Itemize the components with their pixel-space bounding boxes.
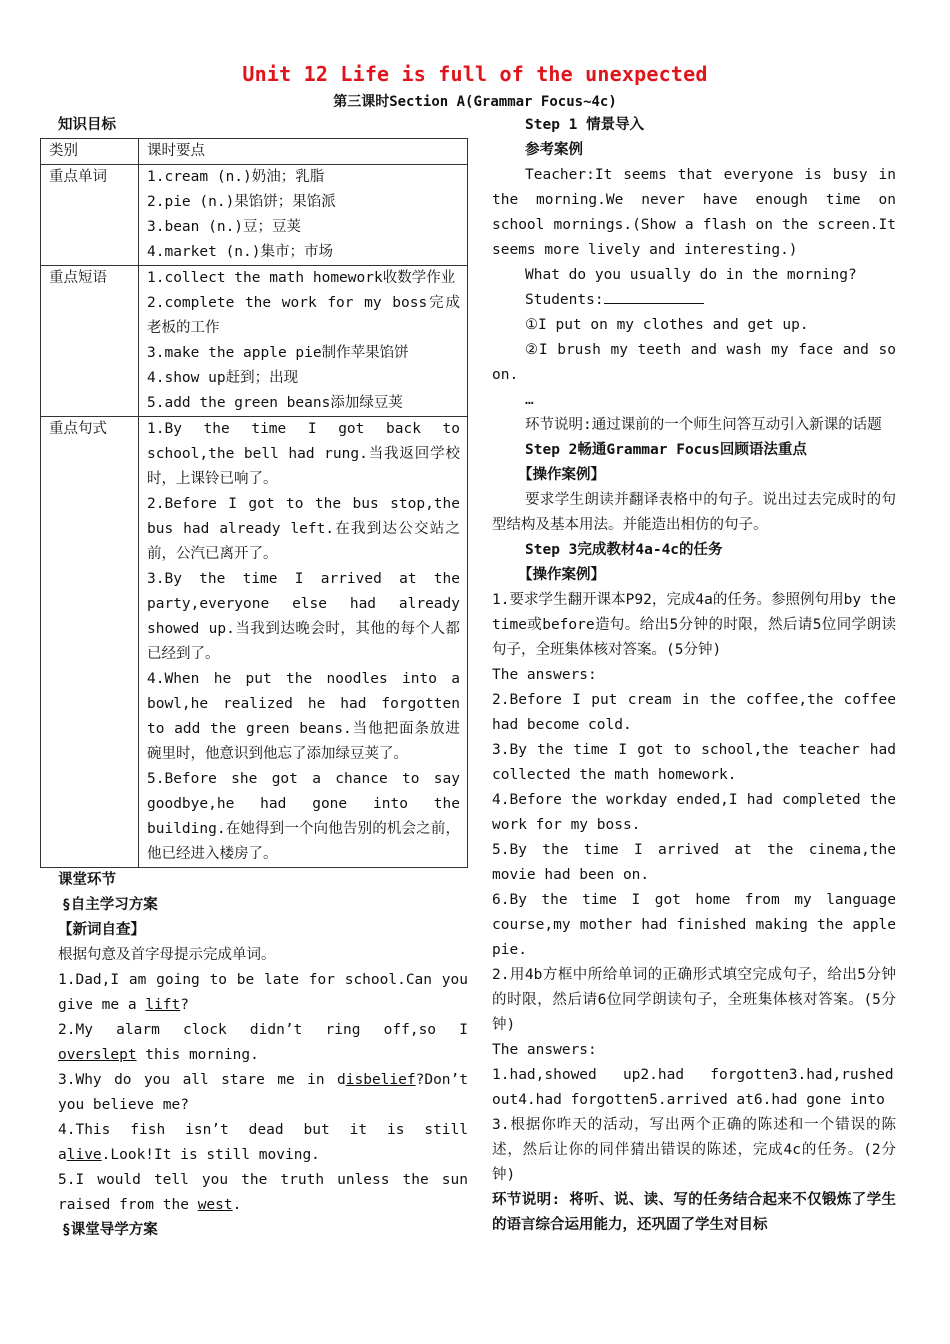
exercise-item: 4.This fish isn’t dead but it is still alive.Look!It is still moving.	[58, 1122, 468, 1163]
answer-text: live	[66, 1147, 102, 1163]
table-header: 类别	[41, 139, 139, 165]
answers-label: The answers:	[492, 667, 597, 683]
list-item: 4.show up赶到；出现	[147, 370, 299, 386]
row-category: 重点单词	[41, 165, 139, 266]
list-item: 2.complete the work for my boss完成老板的工作	[147, 295, 460, 336]
guide-heading: §课堂导学方案	[62, 1222, 158, 1238]
answer-text: overslept	[58, 1047, 137, 1063]
exercise-item: 3.Why do you all stare me in disbelief?Don’t you believe me?	[58, 1072, 468, 1113]
step2-heading: Step 2畅通Grammar Focus回顾语法重点	[525, 442, 807, 458]
answers-label: The answers:	[492, 1042, 597, 1058]
teacher-text: Teacher:It seems that everyone is busy in the morning.We never have enough time on school mornings.(Show a flash on the screen.It seems more lively and interesting.)	[492, 167, 896, 258]
row-items	[139, 266, 468, 417]
table-header: 课时要点	[139, 139, 468, 165]
answer-item: 3.By the time I got to school,the teacher had collected the math homework.	[492, 742, 896, 783]
class-heading: 课堂环节	[58, 872, 116, 888]
answer-item: 6.By the time I got home from my language course,my mother had finished making the apple pie.	[492, 892, 896, 958]
answer-text: lift	[145, 997, 181, 1013]
students-line: Students:	[492, 288, 896, 313]
table-row	[41, 417, 468, 868]
knowledge-table	[40, 138, 468, 868]
exercise-item: 1.Dad,I am going to be late for school.Can you give me a lift?	[58, 972, 468, 1013]
row-category: 重点短语	[41, 266, 139, 417]
student-answer: ①I put on my clothes and get up.	[525, 317, 809, 333]
list-item: 3.bean (n.)豆；豆荚	[147, 219, 302, 235]
student-answer: ②I brush my teeth and wash my face and so on.	[492, 342, 896, 383]
new-words-heading: 【新词自查】	[58, 922, 145, 938]
answer-item: 2.Before I put cream in the coffee,the coffee had become cold.	[492, 692, 896, 733]
task-text: 2.用4b方框中所给单词的正确形式填空完成句子，给出5分钟的时限，然后请6位同学朗读句子，全班集体核对答案。(5分钟)	[492, 967, 896, 1033]
task-text: 1.要求学生翻开课本P92，完成4a的任务。参照例句用by the time或before造句。给出5分钟的时限，然后请5位同学朗读句子，全班集体核对答案。(5分钟)	[492, 592, 896, 658]
list-item: 1.collect the math homework收数学作业	[147, 270, 456, 286]
step3-heading: Step 3完成教材4a-4c的任务	[525, 542, 723, 558]
row-category: 重点句式	[41, 417, 139, 868]
goals-heading: 知识目标	[58, 117, 116, 133]
answer-text: isbelief	[345, 1072, 416, 1088]
answer-item: 5.By the time I arrived at the cinema,the movie had been on.	[492, 842, 896, 883]
answer-blank	[604, 289, 704, 304]
ref-case-heading: 参考案例	[525, 142, 583, 158]
table-header-row	[41, 139, 468, 165]
task-text: 3.根据你昨天的活动，写出两个正确的陈述和一个错误的陈述，然后让你的同伴猜出错误的陈述，完成4c的任务。(2分钟)	[492, 1117, 896, 1183]
row-items	[139, 417, 468, 868]
list-item: 5.Before she got a chance to say goodbye,he had gone into the building.在她得到一个向他告别的机会之前，他已经进入楼房了。	[147, 771, 460, 862]
left-column	[40, 113, 468, 1243]
question-text: What do you usually do in the morning?	[525, 267, 857, 283]
right-column	[492, 113, 896, 1238]
answer-line: 1.had,showed up2.had forgotten3.had,rushed	[492, 1067, 894, 1083]
self-study-heading: §自主学习方案	[62, 897, 158, 913]
op-case-heading: 【操作案例】	[518, 567, 605, 583]
section-note: 环节说明: 将听、说、读、写的任务结合起来不仅锻炼了学生的语言综合运用能力，还巩固了学生对目标	[492, 1192, 896, 1233]
list-item: 5.add the green beans添加绿豆荚	[147, 395, 403, 411]
answer-text: west	[197, 1197, 233, 1213]
step1-heading: Step 1 情景导入	[525, 117, 645, 133]
list-item: 1.cream (n.)奶油；乳脂	[147, 169, 325, 185]
list-item: 4.When he put the noodles into a bowl,he realized he had forgotten to add the green beans.当他把面条放进碗里时，他意识到他忘了添加绿豆荚了。	[147, 671, 460, 762]
page-subtitle: 第三课时Section A(Grammar Focus~4c)	[333, 94, 617, 110]
table-row	[41, 165, 468, 266]
table-row	[41, 266, 468, 417]
list-item: 4.market (n.)集市；市场	[147, 244, 333, 260]
op-case-heading: 【操作案例】	[518, 467, 605, 483]
step2-text: 要求学生朗读并翻译表格中的句子。说出过去完成时的句型结构及基本用法。并能造出相仿的句子。	[492, 492, 896, 533]
list-item: 2.pie (n.)果馅饼；果馅派	[147, 194, 336, 210]
answer-line: out4.had forgotten5.arrived at6.had gone into	[492, 1092, 885, 1108]
row-items	[139, 165, 468, 266]
ellipsis: …	[525, 392, 534, 408]
list-item: 2.Before I got to the bus stop,the bus had already left.在我到达公交站之前，公汽已离开了。	[147, 496, 460, 562]
list-item: 1.By the time I got back to school,the bell had rung.当我返回学校时，上课铃已响了。	[147, 421, 460, 487]
exercise-instruction: 根据句意及首字母提示完成单词。	[58, 947, 276, 963]
list-item: 3.make the apple pie制作苹果馅饼	[147, 345, 409, 361]
list-item: 3.By the time I arrived at the party,everyone else had already showed up.当我到达晚会时，其他的每个人都已经到了。	[147, 571, 460, 662]
exercise-item: 2.My alarm clock didn’t ring off,so I overslept this morning.	[58, 1022, 468, 1063]
exercise-item: 5.I would tell you the truth unless the sun raised from the west.	[58, 1172, 468, 1213]
answer-item: 4.Before the workday ended,I had completed the work for my boss.	[492, 792, 896, 833]
page-title: Unit 12 Life is full of the unexpected	[242, 62, 708, 86]
section-note: 环节说明:通过课前的一个师生问答互动引入新课的话题	[525, 417, 882, 433]
